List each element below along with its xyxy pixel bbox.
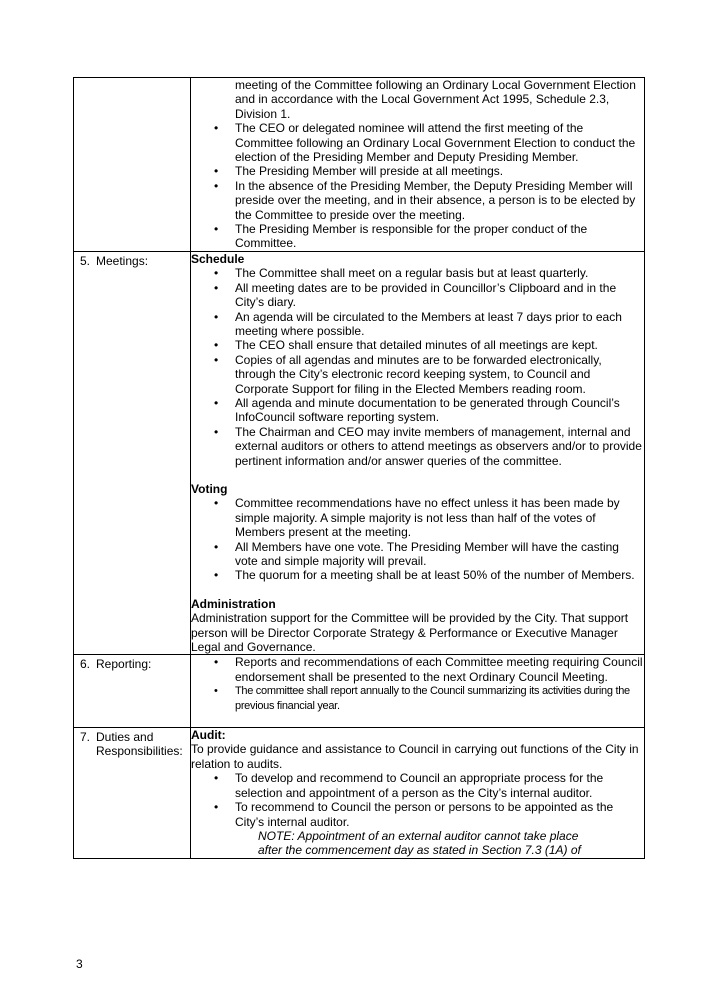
list-item: • Reports and recommendations of each Committee meeting requiring Council endorsement shall be presented to the next Ordinary Council Meeting. [235, 655, 644, 684]
list-item: • The CEO shall ensure that detailed minutes of all meetings are kept. [235, 338, 644, 352]
row-number: 7. [80, 730, 91, 745]
committee-terms-table [73, 77, 645, 859]
voting-heading: Voting [191, 481, 228, 496]
list-item: • The Chairman and CEO may invite members of management, internal and external auditors or others to attend meetings as observers and/or to provide pertinent information and/or answer queries of the committee. [235, 425, 644, 468]
list-item: • Committee recommendations have no effect unless it has been made by simple majority. A simple majority is not less than half of the votes of Members present at the meeting. [235, 496, 644, 539]
schedule-heading: Schedule [191, 251, 245, 266]
row-number: 6. [80, 657, 91, 672]
row-label: Reporting: [96, 657, 152, 672]
continuation-bullet-list [191, 78, 644, 251]
row-label-cell [74, 728, 191, 859]
administration-text: Administration support for the Committee will be provided by the City. That support person will be Director Corporate Strategy & Performance or Executive Manager Legal and Governance. [191, 611, 629, 655]
row-content-cell [191, 251, 645, 655]
list-item: • An agenda will be circulated to the Members at least 7 days prior to each meeting where possible. [235, 310, 644, 339]
row-number: 5. [80, 253, 91, 268]
list-item: • All meeting dates are to be provided in Councillor’s Clipboard and in the City’s diary. [235, 281, 644, 310]
row-content-cell [191, 655, 645, 728]
list-item: • The Presiding Member is responsible for the proper conduct of the Committee. [235, 222, 644, 251]
row-label: Duties and Responsibilities: [96, 730, 183, 759]
audit-intro: To provide guidance and assistance to Council in carrying out functions of the City in relation to audits. [191, 742, 639, 771]
list-item: • The CEO or delegated nominee will attend the first meeting of the Committee following an Ordinary Local Government Election to conduct the election of the Presiding Member and Deputy Presiding Member. [235, 121, 644, 164]
row-content-cell [191, 728, 645, 859]
list-item: • Copies of all agendas and minutes are to be forwarded electronically, through the City’s electronic record keeping system, to Council and Corporate Support for filing in the Elected Members reading room. [235, 353, 644, 396]
audit-heading: Audit: [191, 728, 226, 743]
list-item: • The Presiding Member will preside at all meetings. [235, 164, 644, 178]
row-label-cell [74, 655, 191, 728]
voting-bullet-list [191, 496, 644, 582]
audit-bullet-list [191, 771, 644, 829]
list-item: • The quorum for a meeting shall be at least 50% of the number of Members. [235, 568, 644, 582]
list-item: • To recommend to Council the person or persons to be appointed as the City’s internal auditor. [235, 800, 644, 829]
row-label-cell [74, 251, 191, 655]
table-row-reporting [74, 655, 645, 728]
list-item: • In the absence of the Presiding Member, the Deputy Presiding Member will preside over the meeting, and in their absence, a person is to be elected by the Committee to preside over the meeting. [235, 179, 644, 222]
reporting-bullet-list [191, 655, 644, 713]
audit-note-line: after the commencement day as stated in Section 7.3 (1A) of [258, 843, 581, 858]
row-label: Meetings: [96, 253, 149, 268]
list-item: • All agenda and minute documentation to be generated through Council’s InfoCouncil software reporting system. [235, 396, 644, 425]
row-content-cell [191, 78, 645, 252]
administration-heading: Administration [191, 596, 276, 611]
page-number: 3 [76, 957, 83, 971]
table-row-continuation [74, 78, 645, 252]
row-label-cell [74, 78, 191, 252]
list-item: • The committee shall report annually to the Council summarizing its activities during the previous financial year. [235, 684, 644, 713]
list-item: • To develop and recommend to Council an appropriate process for the selection and appointment of a person as the City’s internal auditor. [235, 771, 644, 800]
list-item: • The Committee shall meet on a regular basis but at least quarterly. [235, 266, 644, 280]
table-row-meetings [74, 251, 645, 655]
list-item: • All Members have one vote. The Presiding Member will have the casting vote and simple majority will prevail. [235, 540, 644, 569]
table-row-duties [74, 728, 645, 859]
list-item: meeting of the Committee following an Ordinary Local Government Election and in accordance with the Local Government Act 1995, Schedule 2.3, Division 1. [235, 78, 636, 121]
audit-note-line: NOTE: Appointment of an external auditor cannot take place [258, 828, 579, 843]
schedule-bullet-list [191, 266, 644, 468]
